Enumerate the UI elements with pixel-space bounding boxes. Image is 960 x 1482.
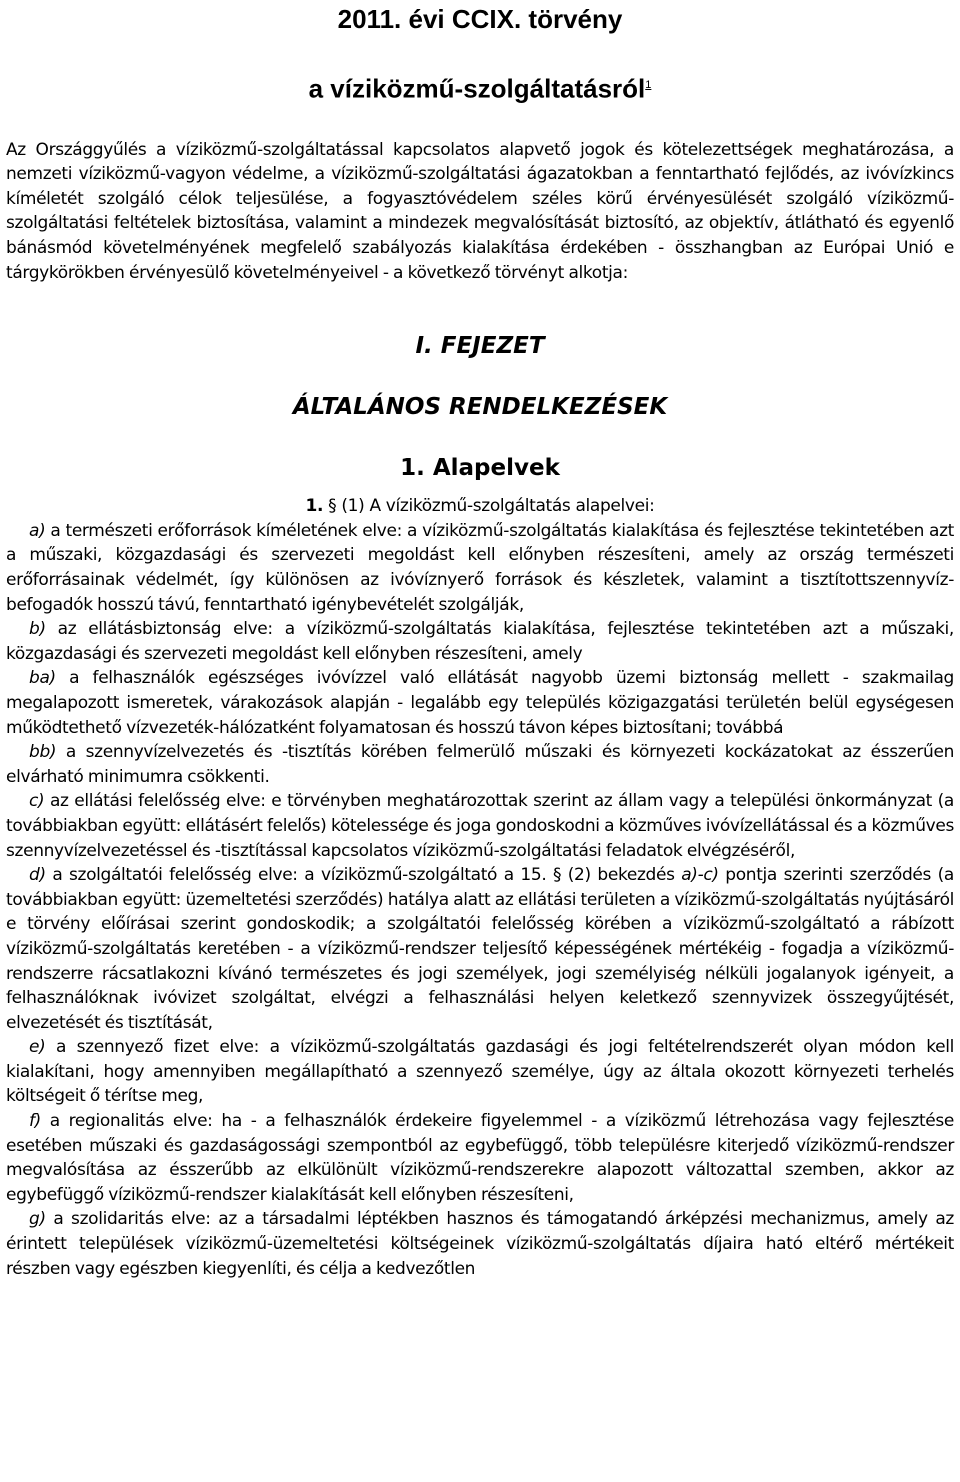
item-text: a természeti erőforrások kíméletének elve: a víziközmű-szolgáltatás kialakítása és fejlesztése tekintetében azt a műszaki, közgazdasági és szervezeti megoldást kell előnyben részesíteni, amely az ország természeti erőforrásainak védelmét, így különösen az ivóvíznyerő források és készletek, valamint a tisztítottszennyvíz-befogadók hosszú távú, fenntartható igénybevételét szolgálják, (6, 520, 954, 615)
list-item (6, 1109, 954, 1207)
footnote-link[interactable]: 1 (645, 79, 652, 91)
list-item (6, 740, 954, 789)
item-label: b) (29, 619, 46, 640)
law-document (6, 0, 954, 1281)
list-item (6, 617, 954, 666)
item-label: ba) (29, 668, 56, 689)
section-title: 1. Alapelvek (400, 455, 560, 482)
paragraph-intro: (1) A víziközmű-szolgáltatás alapelvei: (341, 496, 655, 517)
item-inline-label: a)-c) (681, 865, 719, 886)
item-text: a felhasználók egészséges ivóvízzel való ellátását nagyobb üzemi biztonság mellett - szakmailag megalapozott ismeretek, várakozások alapján - legalább egy település közigazgatási területén belül egységesen működtethető vízvezeték-hálózatként folyamatosan és hosszú távon képes biztosítani; továbbá (6, 668, 954, 738)
item-text: az ellátási felelősség elve: e törvényben meghatározottak szerint az állam vagy a települési önkormányzat (a továbbiakban együtt: ellátásért felelős) kötelessége és joga gondoskodni a közműves ivóvízellátással és a közműves szennyvízelvezetéssel és -tisztítással kapcsolatos víziközmű-szolgáltatási feladatok elvégzéséről, (6, 791, 954, 861)
paragraph-symbol: § (328, 496, 337, 517)
item-label: bb) (29, 742, 57, 763)
law-subtitle (6, 70, 954, 104)
list-item (6, 789, 954, 863)
item-text: a szolidaritás elve: az a társadalmi léptékben hasznos és támogatandó árképzési mechanizmus, amely az érintett települések víziközmű-üzemeltetési költségeinek víziközmű-szolgáltatás díjaira ható eltérő mértékeit részben vagy egészben kiegyenlíti, és célja a kedvezőtlen (6, 1209, 954, 1279)
item-text: a regionalitás elve: ha - a felhasználók érdekeire figyelemmel - a víziközmű létrehozása vagy fejlesztése esetében műszaki és gazdaságossági szempontból az egybefüggő, több településre kiterjedő víziközmű-rendszer megvalósítása az ésszerűbb az elkülönült víziközmű-rendszerekre alapozott változattal szemben, akkor az egybefüggő víziközmű-rendszer kialakítását kell előnyben részesíteni, (6, 1111, 954, 1205)
item-label: f) (29, 1111, 41, 1132)
law-title: 2011. évi CCIX. törvény (337, 4, 623, 34)
item-label: a) (29, 520, 46, 541)
item-label: g) (29, 1209, 46, 1230)
item-text: a szennyező fizet elve: a víziközmű-szolgáltatás gazdasági és jogi feltételrendszerét olyan módon kell kialakítani, hogy amennyiben megállapítható a szennyező személye, úgy az általa okozott környezeti terhelés költségeit ő térítse meg, (6, 1037, 954, 1107)
item-text: a szennyvízelvezetés és -tisztítás körében felmerülő műszaki és környezeti kockázatokat az ésszerűen elvárható minimumra csökkenti. (6, 742, 954, 787)
list-item (6, 1035, 954, 1109)
chapter-title: ÁLTALÁNOS RENDELKEZÉSEK (292, 394, 668, 421)
item-text: pontja szerinti szerződés (a továbbiakban együtt: üzemeltetési szerződés) hatálya alatt az ellátási területen a víziközmű-szolgáltatás nyújtásáról e törvény előírásai szerint gondoskodik; a szolgáltatói felelősség körében a víziközmű-szolgáltató a rábízott víziközmű-szolgáltatás keretében - a víziközmű-rendszer teljesítő képességének mértékéig - fogadja a víziközmű-rendszerre rácsatlakozni kívánó természetes és jogi személyek, jogi személyiség nélküli jogalanyok igényeit, a felhasználóknak ivóvizet szolgáltat, elvégzi a felhasználási helyen keletkező szennyvizek összegyűjtését, elvezetését és tisztítását, (6, 865, 954, 1033)
item-text: az ellátásbiztonság elve: a víziközmű-szolgáltatás kialakítása, fejlesztése tekintetében azt a műszaki, közgazdasági és szervezeti megoldást kell előnyben részesíteni, amely (6, 619, 954, 664)
law-subtitle-text: a víziközmű-szolgáltatásról (308, 73, 646, 104)
item-label: d) (29, 865, 46, 886)
item-label: e) (29, 1037, 46, 1058)
paragraph-heading (6, 494, 954, 519)
item-label: c) (29, 791, 45, 812)
principles-list (6, 519, 954, 1281)
chapter-number: I. FEJEZET (415, 333, 545, 360)
list-item (6, 519, 954, 617)
list-item (6, 863, 954, 1035)
list-item (6, 1207, 954, 1281)
paragraph-number: 1. (305, 496, 324, 517)
preamble: Az Országgyűlés a víziközmű-szolgáltatással kapcsolatos alapvető jogok és kötelezettségek meghatározása, a nemzeti víziközmű-vagyon védelme, a víziközmű-szolgáltatási ágazatokban a fenntartható fejlődés, az ivóvízkincs kíméletét szolgáló célok teljesülése, a fogyasztóvédelem széles körű érvényesülését szolgáló víziközmű-szolgáltatási feltételek biztosítása, valamint a mindezek megvalósítását biztosító, az objektív, átlátható és egyenlő bánásmód követelményének megfelelő szabályozás kialakítása érdekében - összhangban az Európai Unió e tárgykörökben érvényesülő követelményeivel - a következő törvényt alkotja: (6, 139, 954, 283)
list-item (6, 666, 954, 740)
item-text-before: a szolgáltatói felelősség elve: a víziközmű-szolgáltató a 15. § (2) bekezdés (45, 865, 682, 886)
